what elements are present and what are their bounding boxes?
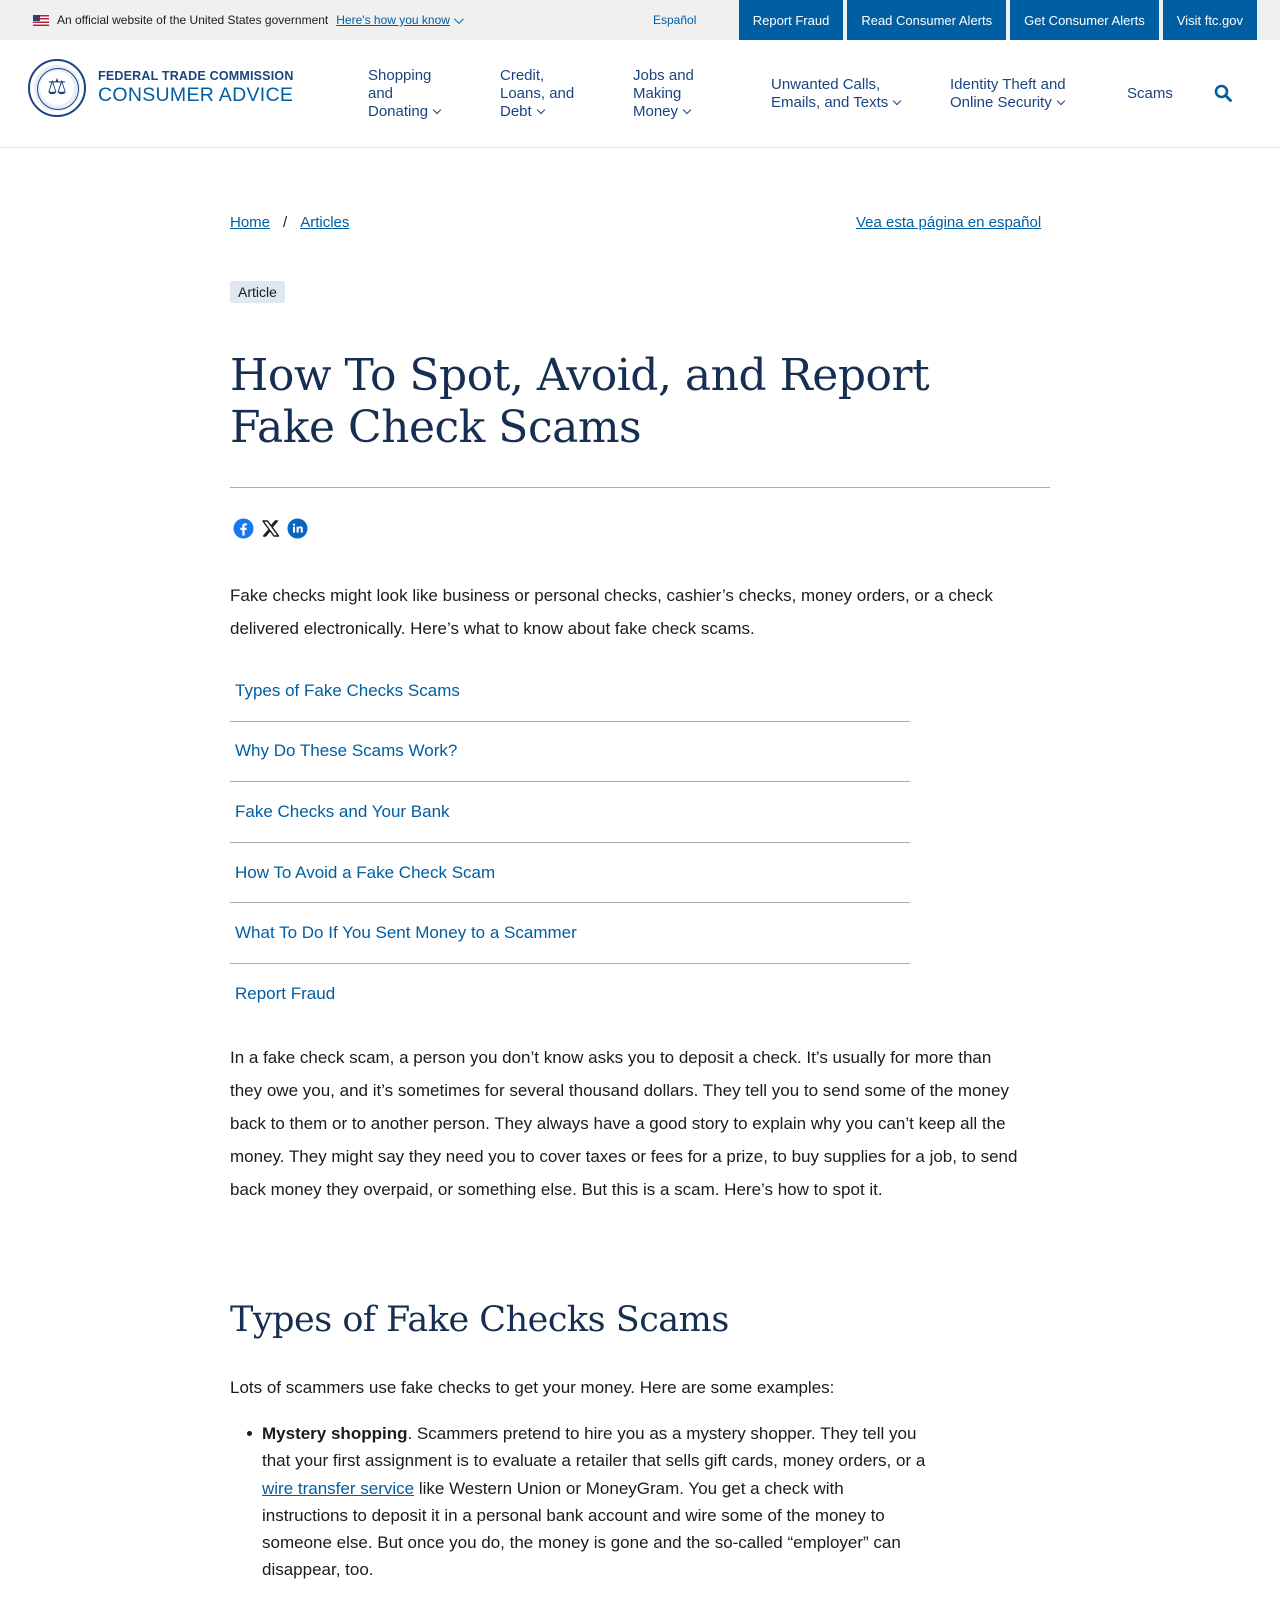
toc-link-how-to-avoid[interactable]: How To Avoid a Fake Check Scam (230, 843, 910, 904)
nav-line: Making (633, 85, 682, 102)
site-header (0, 40, 1280, 148)
nav-line: Emails, and Texts (771, 94, 889, 111)
chevron-down-icon (1056, 97, 1064, 105)
nav-credit-loans-debt[interactable] (500, 67, 574, 121)
spanish-version-link[interactable]: Vea esta página en español (856, 214, 1042, 231)
breadcrumb-separator: / (283, 214, 288, 231)
content-type-badge: Article (230, 281, 285, 303)
examples-list (262, 1420, 932, 1584)
toc-link-sent-money[interactable]: What To Do If You Sent Money to a Scammer (230, 903, 910, 964)
nav-line: Credit, (500, 67, 545, 84)
us-flag-icon (33, 15, 49, 26)
nav-line: Donating (368, 103, 429, 120)
breadcrumb (230, 214, 349, 231)
search-icon[interactable] (1214, 84, 1232, 102)
title-divider (230, 487, 1050, 488)
breadcrumb-articles[interactable]: Articles (300, 214, 350, 231)
nav-line: Jobs and (633, 67, 694, 84)
wire-transfer-link[interactable]: wire transfer service (262, 1478, 415, 1498)
logo-site-name: CONSUMER ADVICE (98, 84, 294, 106)
chevron-down-icon (433, 106, 441, 114)
how-you-know-label[interactable]: Here's how you know (336, 13, 450, 27)
linkedin-icon[interactable] (287, 518, 308, 539)
table-of-contents (230, 661, 910, 1025)
section-heading: Types of Fake Checks Scams (230, 1300, 729, 1340)
list-item (262, 1420, 932, 1584)
section-intro: Lots of scammers use fake checks to get your money. Here are some examples: (230, 1378, 835, 1397)
nav-unwanted-calls[interactable] (771, 76, 900, 112)
logo-agency-name: FEDERAL TRADE COMMISSION (98, 69, 294, 83)
body-paragraph: In a fake check scam, a person you don’t know asks you to deposit a check. It’s usually for more than they owe you, and it’s sometimes for several thousand dollars. They tell you to send some of the money back to them or to another person. They always have a good story to explain why you can’t keep all the money. They might say they need you to cover taxes or fees for a prize, to buy supplies for a job, to send back money they overpaid, or something else. But this is a scam. Here’s how to spot it. (230, 1048, 1018, 1199)
logo-text (98, 69, 294, 107)
nav-jobs-making-money[interactable] (633, 67, 694, 121)
breadcrumb-home[interactable]: Home (230, 214, 271, 231)
gov-banner (0, 0, 1280, 40)
report-fraud-button[interactable]: Report Fraud (739, 0, 844, 40)
ftc-seal-icon (28, 59, 86, 117)
nav-line: Shopping (368, 67, 432, 84)
chevron-down-icon (893, 97, 901, 105)
nav-line: Debt (500, 103, 532, 120)
top-action-buttons (739, 0, 1257, 40)
ftc-logo[interactable] (28, 59, 294, 117)
share-links (233, 518, 308, 539)
visit-ftc-button[interactable]: Visit ftc.gov (1163, 0, 1257, 40)
intro-paragraph: Fake checks might look like business or personal checks, cashier’s checks, money orders, or a check delivered electronically. Here’s what to know about fake check scams. (230, 586, 993, 638)
nav-shopping-donating[interactable] (368, 67, 440, 121)
how-you-know-link[interactable] (336, 13, 461, 27)
bullet-text: . Scammers pretend to hire you as a mystery shopper. They tell you that your first assignment is to evaluate a retailer that sells gift cards, money orders, or a (262, 1424, 926, 1471)
bullet-text-continued: like Western Union or MoneyGram. You get a check with instructions to deposit it in a personal bank account and wire some of the money to someone else. But once you do, the money is gone and the so-called “employer” can disappear, too. (262, 1478, 901, 1580)
official-website-text: An official website of the United States government (57, 13, 329, 27)
toc-link-your-bank[interactable]: Fake Checks and Your Bank (230, 782, 910, 843)
page-title: How To Spot, Avoid, and Report Fake Check Scams (230, 350, 930, 453)
nav-line: Scams (1127, 85, 1173, 102)
get-consumer-alerts-button[interactable]: Get Consumer Alerts (1010, 0, 1159, 40)
nav-line: Money (633, 103, 679, 120)
nav-line: Identity Theft and (950, 76, 1066, 93)
espanol-link[interactable]: Español (653, 13, 697, 27)
toc-link-why-work[interactable]: Why Do These Scams Work? (230, 722, 910, 783)
nav-line: Loans, and (500, 85, 575, 102)
nav-line: and (368, 85, 394, 102)
x-twitter-icon[interactable] (260, 518, 281, 539)
facebook-icon[interactable] (233, 518, 254, 539)
nav-line: Unwanted Calls, (771, 76, 881, 93)
nav-scams[interactable] (1127, 85, 1173, 103)
read-consumer-alerts-button[interactable]: Read Consumer Alerts (847, 0, 1006, 40)
gov-banner-left (33, 0, 461, 40)
nav-identity-theft[interactable] (950, 76, 1066, 112)
toc-link-report-fraud[interactable]: Report Fraud (235, 984, 336, 1004)
chevron-down-icon (536, 106, 544, 114)
chevron-down-icon (683, 106, 691, 114)
bullet-bold-lead: Mystery shopping (262, 1424, 408, 1443)
nav-line: Online Security (950, 94, 1052, 111)
chevron-down-icon (454, 14, 464, 24)
toc-link-types[interactable]: Types of Fake Checks Scams (230, 661, 910, 722)
